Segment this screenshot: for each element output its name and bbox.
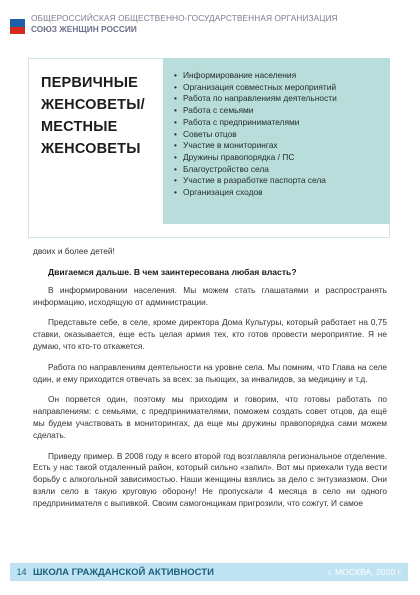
article-body <box>33 246 387 519</box>
organization-name: ОБЩЕРОССИЙСКАЯ ОБЩЕСТВЕННО-ГОСУДАРСТВЕННАЯ ОРГАНИЗАЦИЯ <box>31 13 338 23</box>
list-item: • Участие в разработке паспорта села <box>183 175 390 187</box>
paragraph: Представьте себе, в селе, кроме директора Дома Культуры, который работает на 0,75 ставки, оказывается, еще есть целая армия тех, кто готов провести мероприятие. Я не думаю, что кто-то откажется. <box>33 317 387 351</box>
activity-list-panel <box>163 58 390 224</box>
flag-stripe-red <box>10 27 25 34</box>
footer-city-year: г. МОСКВА, 2020 г. <box>328 567 402 577</box>
paragraph: Работа по направлениям деятельности на уровне села. Мы помним, что Глава на селе один, и ему приходится отвечать за всех: за пьющих, за инвалидов, за медицину и т.д. <box>33 361 387 384</box>
flag-stripe-white <box>10 12 25 19</box>
list-item: • Организация сходов <box>183 187 390 199</box>
list-item: • Работа с семьями <box>183 105 390 117</box>
list-item: • Информирование населения <box>183 70 390 82</box>
footer-title: ШКОЛА ГРАЖДАНСКОЙ АКТИВНОСТИ <box>33 566 214 578</box>
lead-text: двоих и более детей! <box>33 246 115 256</box>
list-item: • Советы отцов <box>183 129 390 141</box>
list-item: • Работа по направлениям деятельности <box>183 93 390 105</box>
page-number: 14 <box>16 567 27 577</box>
activity-list <box>163 58 390 199</box>
list-item: • Организация совместных мероприятий <box>183 82 390 94</box>
paragraph: Он порвется один, поэтому мы приходим и говорим, что готовы работать по направлениям: с семьями, с предпринимателями, поможем создать совет отцов, да ещё мы будем участвовать в мониторингах, да еще мы дружины правопорядка сами можем сделать. <box>33 394 387 440</box>
page-footer <box>10 563 408 581</box>
organization-subtitle: СОЮЗ ЖЕНЩИН РОССИИ <box>31 24 137 34</box>
list-item: • Благоустройство села <box>183 164 390 176</box>
section-heading: Двигаемся дальше. В чем заинтересована любая власть? <box>48 266 297 277</box>
paragraph: Приведу пример. В 2008 году я всего второй год возглавляла региональное отделение. Есть у нас такой отдаленный район, который сильно «запил». Вот мы приехали туда вести борьбу с алкогольной зависимостью. Наши женщины взялись за дело с энтузиазмом. Они взяли село в такую круговую оборону! Не пропускали 4 месяца в село ни одного предпринимателя с выпивкой. Своим самогонщикам пригрозили, что сожгут. И самое <box>33 450 387 508</box>
paragraph: В информировании населения. Мы можем стать глашатаями и распространять информацию, исходящую от администрации. <box>33 284 387 307</box>
list-item: • Участие в мониторингах <box>183 140 390 152</box>
flag-stripe-blue <box>10 19 25 26</box>
list-item: • Работа с предпринимателями <box>183 117 390 129</box>
russian-flag-icon <box>10 12 25 34</box>
list-item: • Дружины правопорядка / ПС <box>183 152 390 164</box>
info-box-title: ПЕРВИЧНЫЕ ЖЕНСОВЕТЫ/ МЕСТНЫЕ ЖЕНСОВЕТЫ <box>41 75 145 157</box>
